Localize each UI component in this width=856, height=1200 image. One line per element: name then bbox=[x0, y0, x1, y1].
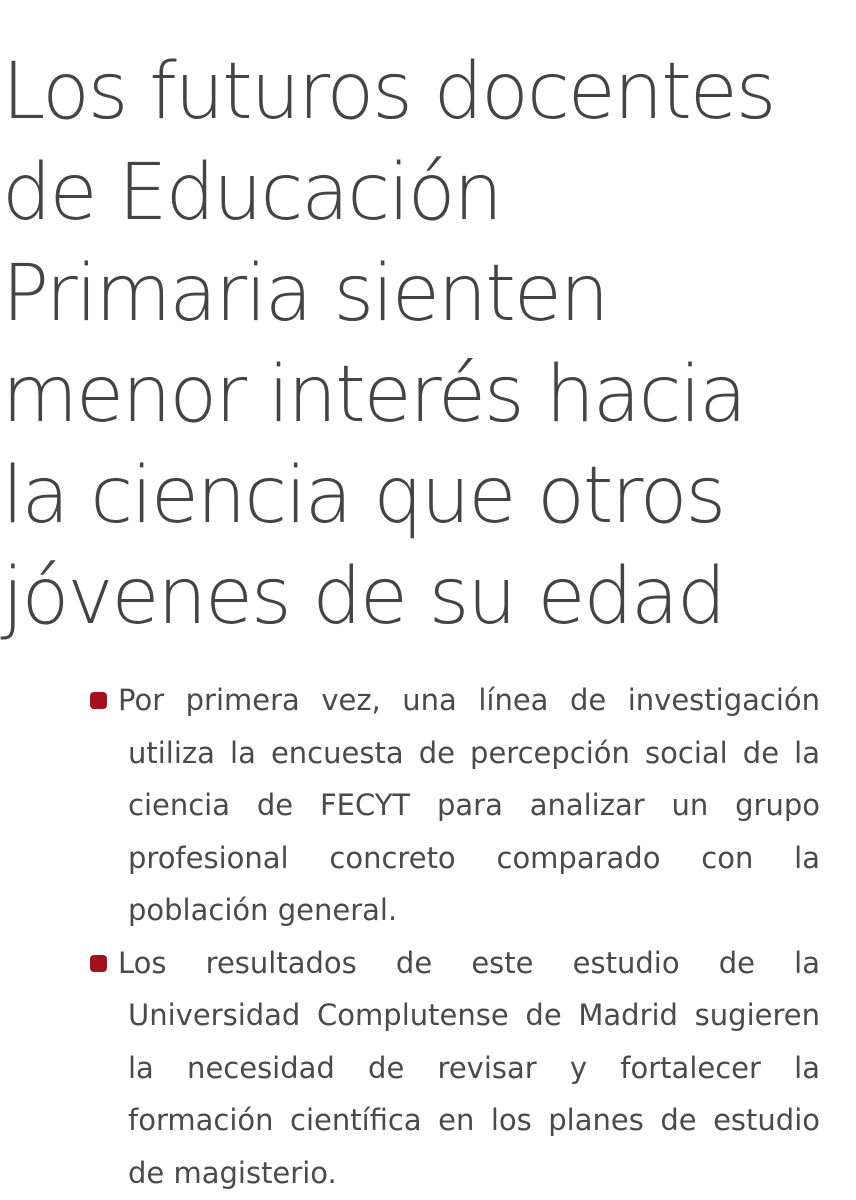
summary-bullet-list bbox=[88, 674, 820, 1199]
headline-line: menor interés hacia bbox=[2, 350, 746, 440]
summary-bullet bbox=[88, 674, 820, 937]
bullet-text: Los resultados de este estudio de la Universidad Complutense de Madrid sugieren la necesidad de revisar y fortalecer la formación científica en los planes de estudio de magisterio. bbox=[118, 945, 820, 1190]
headline-line: de Educación bbox=[2, 148, 501, 238]
bullet-text: Por primera vez, una línea de investigación utiliza la encuesta de percepción social de la ciencia de FECYT para analizar un grupo profesional concreto comparado con la población general. bbox=[118, 683, 820, 927]
headline bbox=[2, 42, 852, 648]
headline-line: Primaria sienten bbox=[2, 249, 608, 339]
square-bullet-icon bbox=[90, 955, 107, 972]
headline-line: jóvenes de su edad bbox=[2, 552, 725, 642]
square-bullet-icon bbox=[90, 692, 107, 709]
headline-line: Los futuros docentes bbox=[2, 47, 775, 137]
summary-bullet bbox=[88, 937, 820, 1200]
headline-line: la ciencia que otros bbox=[2, 451, 725, 541]
